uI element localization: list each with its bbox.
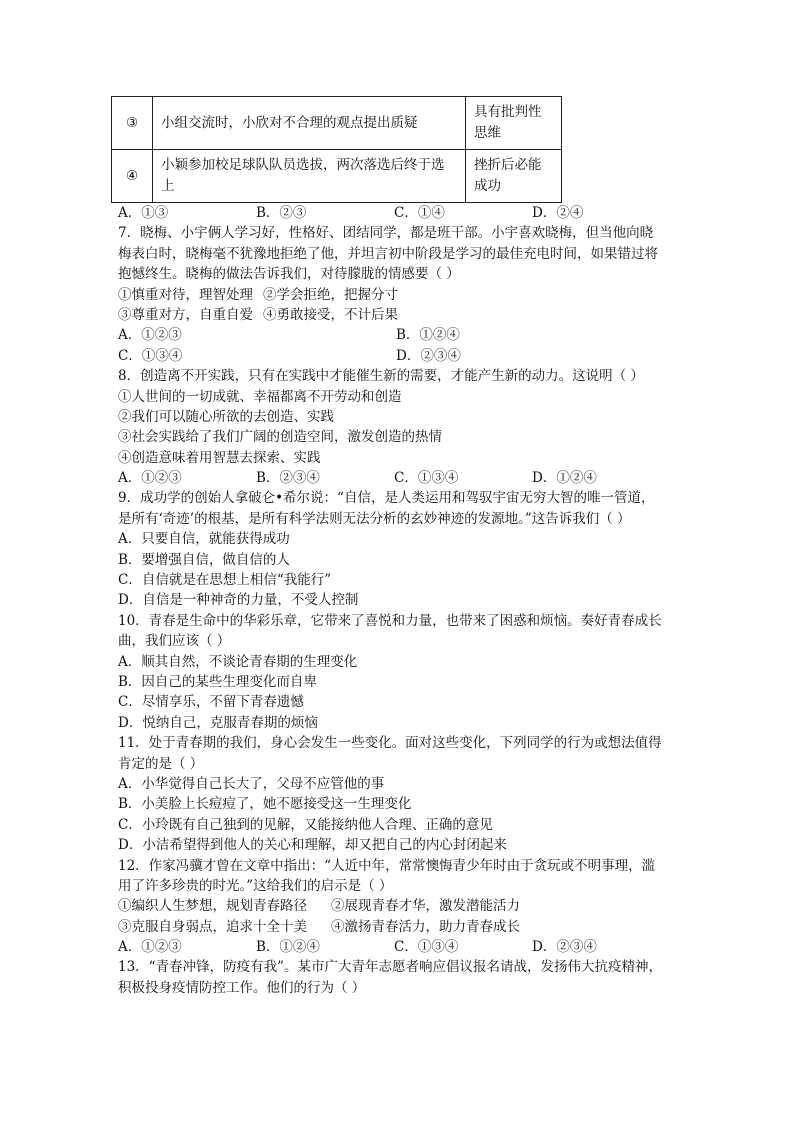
table-row (112, 150, 562, 203)
statement: ②学会拒绝，把握分寸 (263, 286, 398, 303)
statement: ②展现青春才华，激发潜能活力 (331, 898, 520, 915)
q7-stem: 抱憾终生。晓梅的做法告诉我们，对待朦胧的情感要（ ） (118, 266, 460, 283)
option-d: D．②③④ (532, 939, 597, 956)
q8-stem: 8．创造离不开实践，只有在实践中才能催生新的需要，才能产生新的动力。这说明（ ） (118, 368, 644, 385)
option-d: D．①②④ (532, 470, 597, 487)
q7-statements (118, 305, 680, 325)
q7-options (118, 325, 680, 345)
option-b: B．②③④ (256, 470, 320, 487)
question-list (118, 203, 680, 998)
table-row (112, 97, 562, 150)
option-a: A．①②③ (118, 470, 182, 487)
option-b: B．①②④ (396, 327, 460, 344)
statement: ③尊重对方，自重自爱 (118, 306, 253, 323)
q8-options (118, 468, 680, 488)
option-c: C．自信就是在思想上相信“我能行” (118, 572, 332, 589)
q11-stem: 11．处于青春期的我们，身心会发生一些变化。面对这些变化，下列同学的行为或想法值得 (118, 735, 662, 752)
q6-options (118, 203, 680, 223)
option-b: B．因自己的某些生理变化而自卑 (118, 673, 317, 690)
q9-stem: 9．成功学的创始人拿破仑•希尔说：“自信，是人类运用和驾驭宇宙无穷大智的唯一管道， (118, 490, 655, 507)
q12-stem: 用了许多珍贵的时光。”这给我们的启示是（ ） (118, 877, 393, 894)
q12-options (118, 937, 680, 957)
option-b: B．②③ (256, 205, 307, 221)
row-description: 小颖参加校足球队队员选拔，两次落选后终于选上 (153, 150, 466, 203)
option-d: D．②④ (532, 205, 584, 221)
option-b: B．要增强自信，做自信的人 (118, 551, 290, 568)
statement: ④创造意味着用智慧去探索、实践 (118, 449, 321, 466)
option-a: A．小华觉得自己长大了，父母不应管他的事 (118, 775, 385, 792)
q10-stem: 10．青春是生命中的华彩乐章，它带来了喜悦和力量，也带来了困惑和烦恼。奏好青春成长 (118, 612, 662, 629)
option-a: A．只要自信，就能获得成功 (118, 531, 290, 548)
option-c: C．①④ (394, 205, 445, 221)
option-c: C．①③④ (394, 939, 459, 956)
row-result: 挫折后必能成功 (466, 150, 562, 203)
q12-statements (118, 896, 680, 916)
statement: ①人世间的一切成就、幸福都离不开劳动和创造 (118, 388, 402, 405)
option-c: C．①③④ (118, 347, 183, 364)
option-d: D．自信是一种神奇的力量，不受人控制 (118, 592, 359, 609)
row-description: 小组交流时，小欣对不合理的观点提出质疑 (153, 97, 466, 150)
q7-statements (118, 285, 680, 305)
q11-stem: 肯定的是（ ） (118, 755, 204, 772)
q13-stem: 积极投身疫情防控工作。他们的行为（ ） (118, 979, 366, 996)
option-b: B．①②④ (256, 939, 320, 956)
row-result: 具有批判性思维 (466, 97, 562, 150)
q7-stem: 梅表白时，晓梅毫不犹豫地拒绝了他，并坦言初中阶段是学习的最佳充电时间，如果错过将 (118, 245, 658, 262)
statement: ④勇敢接受，不计后果 (263, 306, 398, 323)
option-a: A．①②③ (118, 327, 182, 344)
q13-stem: 13．“青春冲锋，防疫有我”。某市广大青年志愿者响应倡议报名请战，发扬伟大抗疫精神， (118, 959, 662, 976)
statement: ③克服自身弱点，追求十全十美 (118, 918, 307, 935)
option-a: A．顺其自然，不谈论青春期的生理变化 (118, 653, 358, 670)
option-c: C．尽情享乐，不留下青春遗憾 (118, 694, 304, 711)
statement: ③社会实践给了我们广阔的创造空间，激发创造的热情 (118, 429, 442, 446)
case-table (111, 96, 562, 203)
option-c: C．①③④ (394, 470, 459, 487)
q7-stem: 7．晓梅、小宇俩人学习好，性格好、团结同学，都是班干部。小宇喜欢晓梅，但当他向晓 (118, 225, 654, 242)
statement: ④激扬青春活力，助力青春成长 (331, 918, 520, 935)
q7-options (118, 346, 680, 366)
row-number: ④ (112, 150, 153, 203)
option-a: A．①③ (118, 205, 169, 221)
statement: ①编织人生梦想，规划青春路径 (118, 898, 307, 915)
statement: ①慎重对待，理智处理 (118, 286, 253, 303)
option-c: C．小玲既有自己独到的见解，又能接纳他人合理、正确的意见 (118, 816, 493, 833)
option-a: A．①②③ (118, 939, 182, 956)
q10-stem: 曲，我们应该（ ） (118, 633, 231, 650)
q12-stem: 12．作家冯骥才曾在文章中指出：“人近中年，常常懊悔青少年时由于贪玩或不明事理，滥 (118, 857, 656, 874)
option-b: B．小美脸上长痘痘了，她不愿接受这一生理变化 (118, 796, 412, 813)
option-d: D．悦纳自己，克服青春期的烦恼 (118, 714, 318, 731)
q12-statements (118, 917, 680, 937)
option-d: D．②③④ (396, 347, 461, 364)
row-number: ③ (112, 97, 153, 150)
option-d: D．小洁希望得到他人的关心和理解，却又把自己的内心封闭起来 (118, 837, 507, 854)
statement: ②我们可以随心所欲的去创造、实践 (118, 408, 334, 425)
q9-stem: 是所有‘奇迹’的根基，是所有科学法则无法分析的玄妙神迹的发源地。”这告诉我们（ ） (118, 510, 631, 527)
